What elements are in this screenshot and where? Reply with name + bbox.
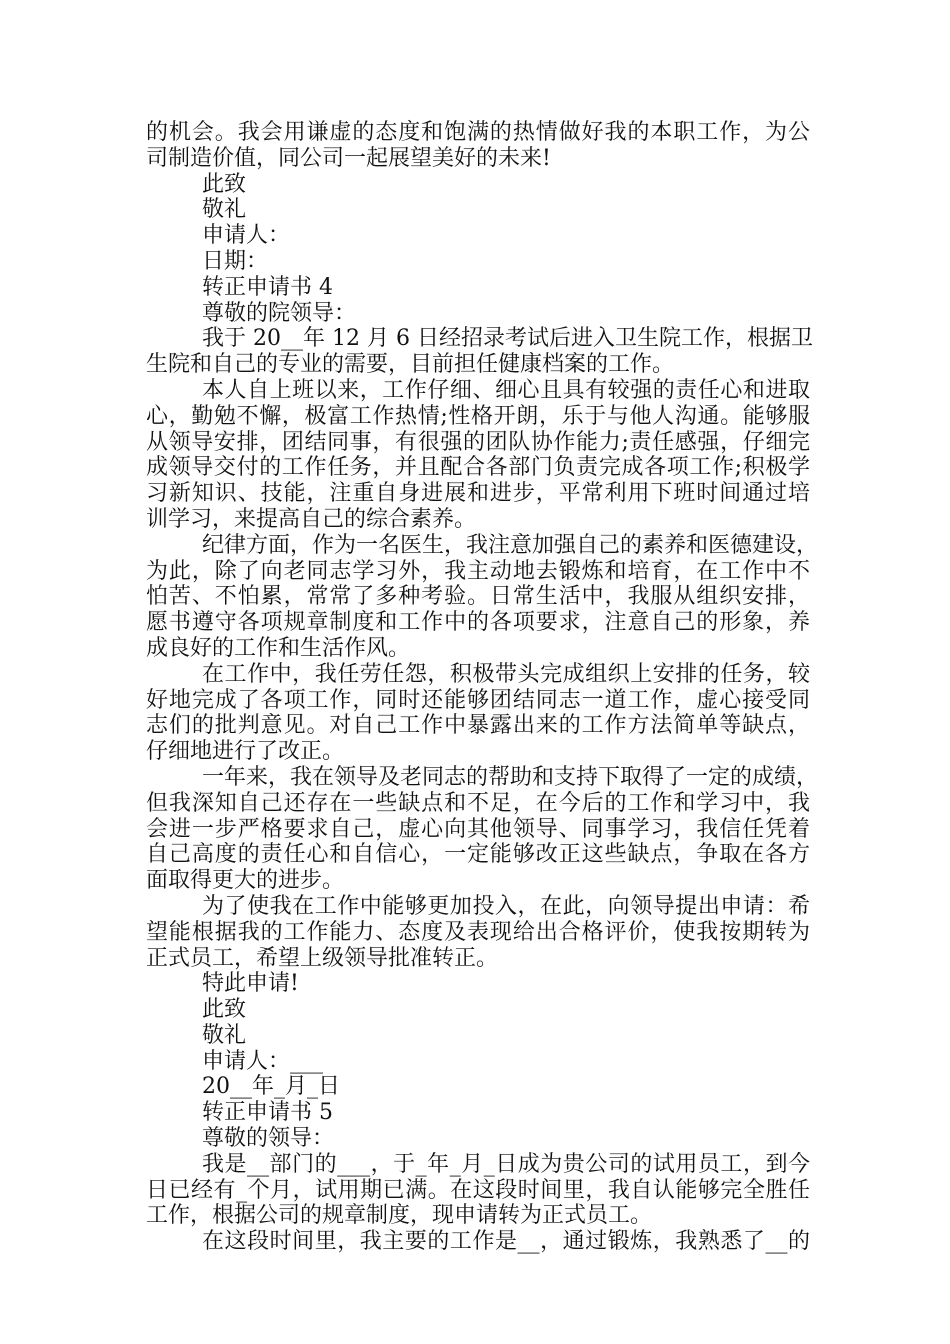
document-line: 司制造价值，同公司一起展望美好的未来! <box>146 145 551 171</box>
document-line: 的机会。我会用谦虚的态度和饱满的热情做好我的本职工作，为公 <box>146 120 810 145</box>
document-line: 本人自上班以来，工作仔细、细心且具有较强的责任心和进取 <box>202 377 810 403</box>
document-line: 心，勤勉不懈，极富工作热情;性格开朗，乐于与他人沟通。能够服 <box>146 403 810 429</box>
document-line: 我于 20__年 12 月 6 日经招录考试后进入卫生院工作，根据卫 <box>202 326 813 352</box>
document-line: 愿书遵守各项规章制度和工作中的各项要求，注意自己的形象，养 <box>146 610 810 636</box>
document-line: 敬礼 <box>202 197 247 223</box>
document-line: 转正申请书 4 <box>202 274 333 300</box>
document-line: 此致 <box>202 171 247 197</box>
document-line: 此致 <box>202 997 247 1023</box>
document-body <box>146 120 819 1255</box>
document-line: 敬礼 <box>202 1022 247 1048</box>
document-line: 但我深知自己还存在一些缺点和不足，在今后的工作和学习中，我 <box>146 790 810 816</box>
document-line: 在这段时间里，我主要的工作是__，通过锻炼，我熟悉了__的 <box>202 1229 810 1255</box>
document-line: 面取得更大的进步。 <box>146 868 345 894</box>
document-line: 生院和自己的专业的需要，目前担任健康档案的工作。 <box>146 352 675 378</box>
document-line: 习新知识、技能，注重自身进展和进步，平常利用下班时间通过培 <box>146 481 810 507</box>
document-line: 尊敬的院领导： <box>202 300 357 326</box>
document-line: 特此申请! <box>202 971 299 997</box>
document-line: 尊敬的领导： <box>202 1126 335 1152</box>
document-line: 自己高度的责任心和自信心，一定能够改正这些缺点，争取在各方 <box>146 842 810 868</box>
document-line: 转正申请书 5 <box>202 1100 333 1126</box>
document-line: 正式员工，希望上级领导批准转正。 <box>146 945 499 971</box>
document-line: 为了使我在工作中能够更加投入，在此，向领导提出申请：希 <box>202 893 810 919</box>
document-line: 仔细地进行了改正。 <box>146 739 345 765</box>
document-line: 工作，根据公司的规章制度，现申请转为正式员工。 <box>146 1203 653 1229</box>
document-line: 望能根据我的工作能力、态度及表现给出合格评价，使我按期转为 <box>146 919 810 945</box>
document-line: 申请人：___ <box>202 1048 324 1074</box>
document-line: 会进一步严格要求自己，虚心向其他领导、同事学习，我信任凭着 <box>146 816 810 842</box>
document-line: 申请人： <box>202 223 291 249</box>
document-line: 20__年_月_日 <box>202 1074 340 1100</box>
document-line: 从领导安排，团结同事，有很强的团队协作能力;责任感强，仔细完 <box>146 429 810 455</box>
document-line: 成良好的工作和生活作风。 <box>146 635 411 661</box>
document-line: 志们的批判意见。对自己工作中暴露出来的工作方法简单等缺点， <box>146 713 810 739</box>
document-line: 成领导交付的工作任务，并且配合各部门负责完成各项工作;积极学 <box>146 455 810 481</box>
document-line: 在工作中，我任劳任怨，积极带头完成组织上安排的任务，较 <box>202 661 810 687</box>
document-line: 怕苦、不怕累，常常了多种考验。日常生活中，我服从组织安排， <box>146 584 810 610</box>
document-line: 一年来，我在领导及老同志的帮助和支持下取得了一定的成绩， <box>202 764 819 790</box>
document-line: 日已经有_个月，试用期已满。在这段时间里，我自认能够完全胜任 <box>146 1177 810 1203</box>
document-line: 为此，除了向老同志学习外，我主动地去锻炼和培育，在工作中不 <box>146 558 810 584</box>
document-line: 我是__部门的___，于_年_月_日成为贵公司的试用员工，到今 <box>202 1151 810 1177</box>
document-line: 日期： <box>202 248 269 274</box>
document-line: 纪律方面，作为一名医生，我注意加强自己的素养和医德建设， <box>202 532 819 558</box>
document-line: 好地完成了各项工作，同时还能够团结同志一道工作，虚心接受同 <box>146 687 810 713</box>
document-line: 训学习，来提高自己的综合素养。 <box>146 506 477 532</box>
